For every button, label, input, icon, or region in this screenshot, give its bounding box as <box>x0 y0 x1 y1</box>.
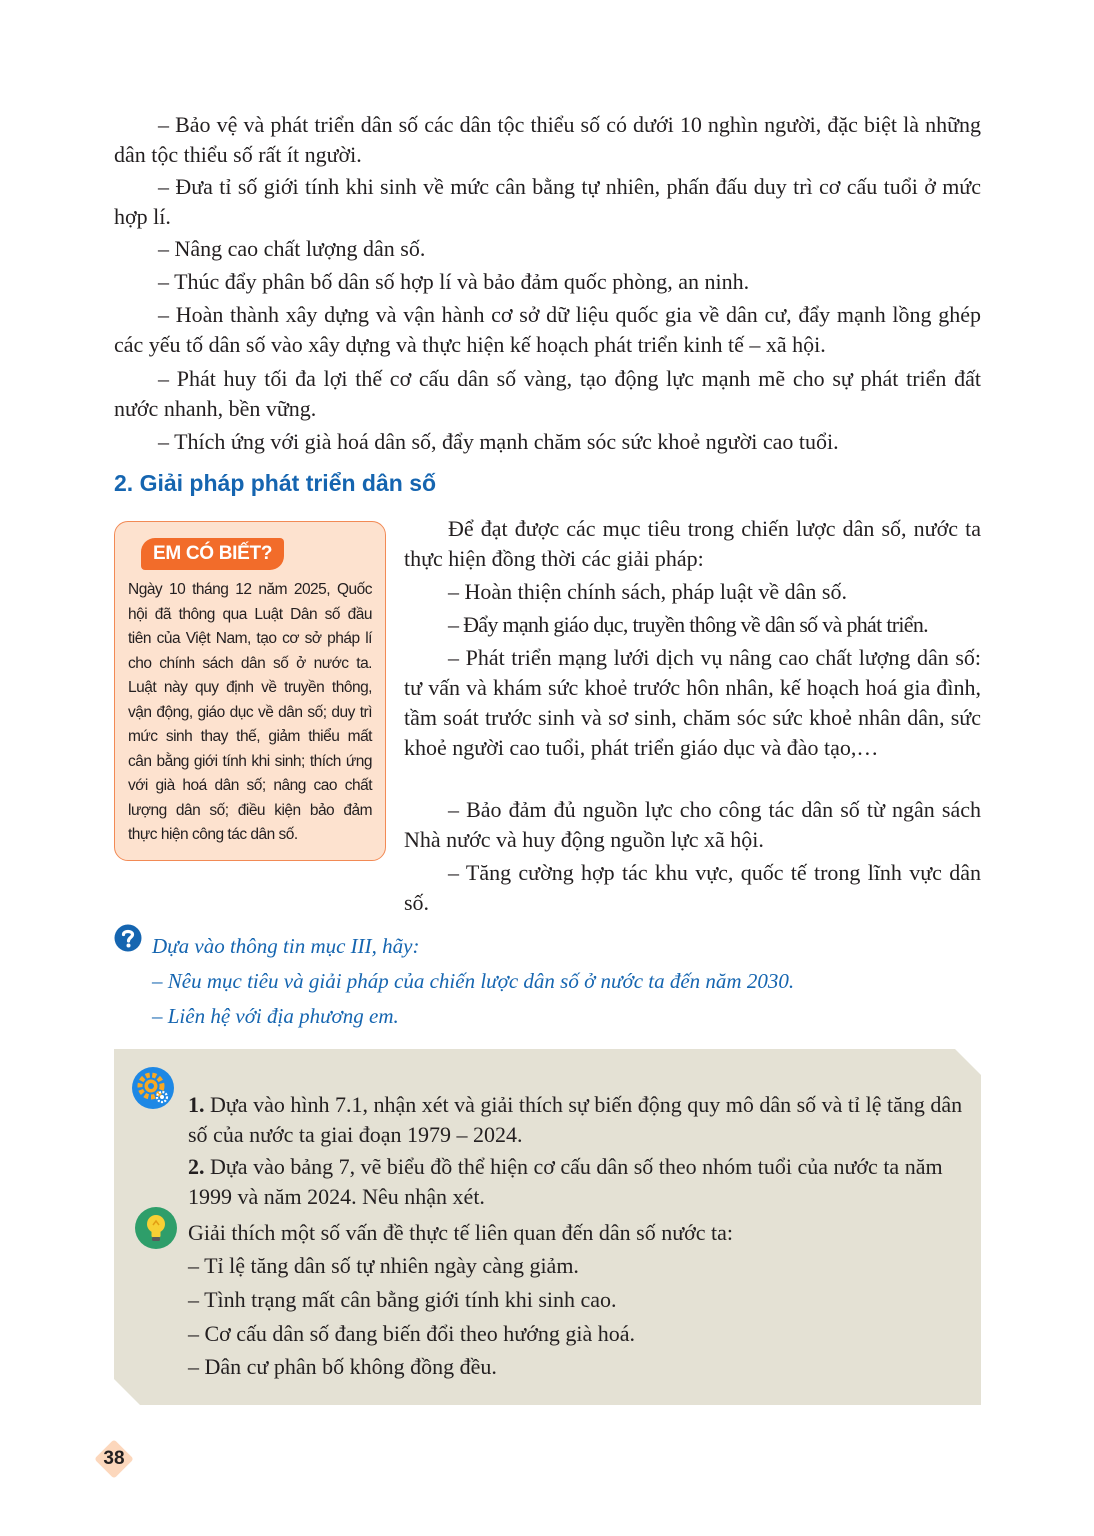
objective-1: – Bảo vệ và phát triển dân số các dân tộc thiểu số có dưới 10 nghìn người, đặc biệt là những dân tộc thiểu số rất ít người. <box>114 112 981 167</box>
solution-2: – Đẩy mạnh giáo dục, truyền thông về dân số và phát triển. <box>448 612 928 637</box>
question-item-2: – Liên hệ với địa phương em. <box>152 1004 399 1028</box>
objective-3: – Nâng cao chất lượng dân số. <box>158 236 426 261</box>
practice-num-1: 1. <box>188 1092 205 1117</box>
practice-item-2 <box>188 1152 978 1212</box>
question-icon <box>114 924 142 952</box>
application-item-1: – Tỉ lệ tăng dân số tự nhiên ngày càng giảm. <box>188 1253 579 1278</box>
did-you-know-title: EM CÓ BIẾT? <box>141 538 284 570</box>
practice-text-2: Dựa vào bảng 7, vẽ biểu đồ thể hiện cơ cấu dân số theo nhóm tuổi của nước ta năm 1999 và năm 2024. Nêu nhận xét. <box>188 1154 943 1209</box>
section-heading: 2. Giải pháp phát triển dân số <box>114 470 437 496</box>
did-you-know-box <box>114 521 386 861</box>
practice-text-1: Dựa vào hình 7.1, nhận xét và giải thích sự biến động quy mô dân số và tỉ lệ tăng dân số của nước ta giai đoạn 1979 – 2024. <box>188 1092 963 1147</box>
question-intro: Dựa vào thông tin mục III, hãy: <box>152 934 420 958</box>
application-item-4: – Dân cư phân bố không đồng đều. <box>188 1354 497 1379</box>
objective-4: – Thúc đẩy phân bố dân số hợp lí và bảo đảm quốc phòng, an ninh. <box>158 269 750 294</box>
application-item-2: – Tình trạng mất cân bằng giới tính khi sinh cao. <box>188 1287 617 1312</box>
solution-5: – Tăng cường hợp tác khu vực, quốc tế trong lĩnh vực dân số. <box>404 860 981 915</box>
lightbulb-icon <box>134 1206 178 1250</box>
objective-2: – Đưa tỉ số giới tính khi sinh về mức cân bằng tự nhiên, phấn đấu duy trì cơ cấu tuổi ở mức hợp lí. <box>114 174 981 229</box>
did-you-know-text: Ngày 10 tháng 12 năm 2025, Quốc hội đã thông qua Luật Dân số đầu tiên của Việt Nam, tạo cơ sở pháp lí cho chính sách dân số ở nước ta. Luật này quy định về truyền thông, vận động, giáo dục về dân số; duy trì mức sinh thay thế, giảm thiểu mất cân bằng giới tính khi sinh; thích ứng với già hoá dân số; nâng cao chất lượng dân số; điều kiện bảo đảm thực hiện công tác dân số. <box>128 581 372 843</box>
application-intro: Giải thích một số vấn đề thực tế liên quan đến dân số nước ta: <box>188 1220 734 1245</box>
application-item-3: – Cơ cấu dân số đang biến đổi theo hướng già hoá. <box>188 1321 635 1346</box>
gear-icon <box>131 1066 175 1110</box>
solution-4: – Bảo đảm đủ nguồn lực cho công tác dân số từ ngân sách Nhà nước và huy động nguồn lực xã hội. <box>404 797 981 852</box>
solution-1: – Hoàn thiện chính sách, pháp luật về dân số. <box>448 579 847 604</box>
practice-num-2: 2. <box>188 1154 205 1179</box>
objective-6: – Phát huy tối đa lợi thế cơ cấu dân số vàng, tạo động lực mạnh mẽ cho sự phát triển đất nước nhanh, bền vững. <box>114 366 981 421</box>
objective-7: – Thích ứng với già hoá dân số, đẩy mạnh chăm sóc sức khoẻ người cao tuổi. <box>158 429 839 454</box>
objective-5: – Hoàn thành xây dựng và vận hành cơ sở dữ liệu quốc gia về dân cư, đẩy mạnh lồng ghép các yếu tố dân số vào xây dựng và thực hiện kế hoạch phát triển kinh tế – xã hội. <box>114 302 981 357</box>
solution-3: – Phát triển mạng lưới dịch vụ nâng cao chất lượng dân số: tư vấn và khám sức khoẻ trước hôn nhân, kế hoạch hoá gia đình, tầm soát trước sinh và sơ sinh, chăm sóc sức khoẻ nhân dân, sức khoẻ người cao tuổi, phát triển giáo dục và đào tạo,… <box>404 645 981 760</box>
solutions-intro: Để đạt được các mục tiêu trong chiến lược dân số, nước ta thực hiện đồng thời các giải pháp: <box>404 516 981 571</box>
page-number: 38 <box>103 1448 125 1469</box>
practice-item-1 <box>188 1090 978 1150</box>
question-item-1: – Nêu mục tiêu và giải pháp của chiến lược dân số ở nước ta đến năm 2030. <box>152 969 795 993</box>
